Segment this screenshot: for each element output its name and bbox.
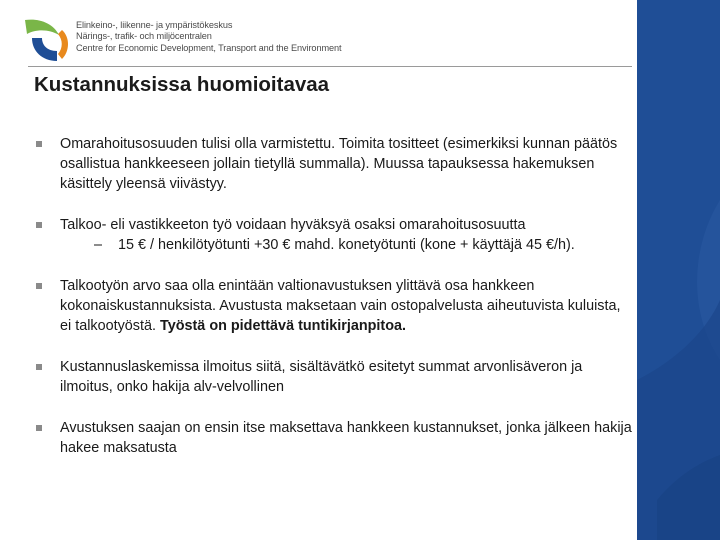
bullet-item-3 [34, 276, 634, 336]
bullet-text: Talkoo- eli vastikkeeton työ voidaan hyväksyä osaksi omarahoitusosuutta [60, 217, 526, 233]
sub-bullet-text: 15 € / henkilötyötunti +30 € mahd. konetyötunti (kone + käyttäjä 45 €/h). [118, 237, 575, 253]
bullet-item-2 [34, 215, 634, 255]
bullet-item-1 [34, 134, 634, 194]
sub-bullet-item [60, 235, 634, 255]
bullet-marker [36, 222, 42, 228]
org-name-english: Centre for Economic Development, Transport and the Environment [76, 42, 342, 53]
bullet-marker [36, 141, 42, 147]
wave-pattern-icon [637, 0, 720, 540]
bullet-marker [36, 425, 42, 431]
org-name-swedish: Närings-, trafik- och miljöcentralen [76, 31, 212, 42]
org-name-finnish: Elinkeino-, liikenne- ja ympäristökeskus [76, 20, 233, 30]
decorative-side-bar [637, 0, 720, 540]
bullet-bold-text: Työstä on pidettävä tuntikirjanpitoa. [160, 318, 406, 334]
bullet-item-4 [34, 357, 634, 397]
sub-bullet-dash: – [94, 237, 103, 253]
organization-name [76, 20, 456, 54]
bullet-text: Omarahoitusosuuden tulisi olla varmistettu. Toimita tositteet (esimerkiksi kunnan päätös osallistua hankkeeseen jollain tietyllä summalla). Muussa tapauksessa hakemuksen käsittely yleensä viivästyy. [60, 136, 618, 192]
slide-title: Kustannuksissa huomioitavaa [34, 73, 330, 96]
bullet-text: Kustannuslaskemissa ilmoitus siitä, sisältävätkö esitetyt summat arvonlisäveron ja ilmoitus, onko hakija alv-velvollinen [60, 359, 583, 395]
bullet-item-5 [34, 418, 634, 458]
bullet-marker [36, 283, 42, 289]
ely-logo-icon [22, 18, 72, 66]
bullet-marker [36, 364, 42, 370]
bullet-list [34, 134, 634, 479]
bullet-text: Avustuksen saajan on ensin itse maksettava hankkeen kustannukset, jonka jälkeen hakija hakee maksatusta [60, 420, 632, 456]
title-divider [28, 66, 632, 67]
bullet-text: Talkootyön arvo saa olla enintään valtionavustuksen ylittävä osa hankkeen kokonaiskustannuksista. Avustusta maksetaan vain ostopalvelusta aiheutuvista kuluista, ei talkootyöstä. [60, 278, 621, 334]
